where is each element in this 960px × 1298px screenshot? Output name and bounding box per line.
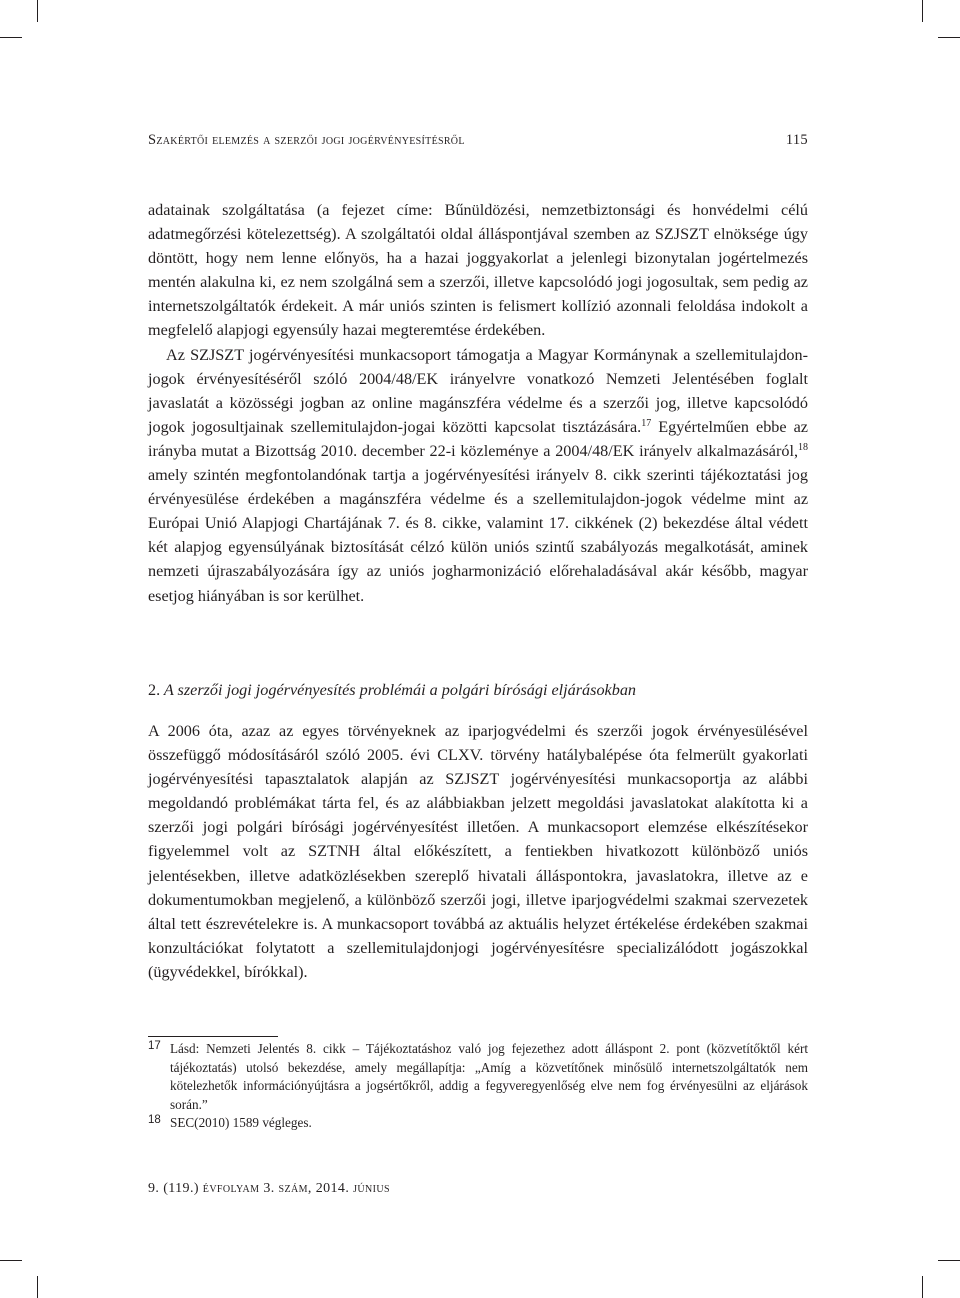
paragraph-continuation: adatainak szolgáltatása (a fejezet címe: Bűnüldözési, nemzetbiztonsági és honvédelmi célú adatmegőrzési kötelezettség). A szolgáltatói oldal álláspontjával szemben az SZJSZT elnöksége úgy döntött, hogy nem lenne előnyös, ha a hazai joggyakorlat a jelenlegi bizonytalan jogértelmezés mentén alakulna ki, ez nem szolgálná sem a szerzői, illetve kapcsolódó jogi jogosultak, sem pedig az internetszolgáltatók érdekeit. A már uniós szinten is felismert kollízió azonnali feloldása indokolt a megfelelő alapjogi egyensúly hazai megteremtése érdekében. <box>148 201 808 340</box>
section-title: A szerzői jogi jogérvényesítés problémái a polgári bírósági eljárásokban <box>163 681 637 699</box>
crop-mark-top-right <box>938 37 960 38</box>
paragraph-text-part: amely szintén megfontolandónak tartja a jogérvényesítési irányelv 8. cikk szerinti tájékoztatási jog érvényesülése érdekében a magánszféra védelme és a szellemitulajdon-jogok védelme mint az Európai Unió Alapjogi Chartájának 7. és 8. cikke, valamint 17. cikkének (2) bekezdése által védett két alapjog egyensúlyának biztosítását célzó külön uniós szintű szabályozás megalkotását, aminek nemzeti újraszabályozására így az uniós jogharmonizáció előrehaladásával akár később, magyar esetjog hiányában is sor kerülhet. <box>148 466 808 605</box>
footnote-18 <box>148 1114 808 1133</box>
section-paragraph: A 2006 óta, azaz az egyes törvényeknek az iparjogvédelmi és szerzői jogok érvényesülésével összefüggő módosításáról szóló 2005. évi CLXV. törvény hatálybalépése óta felmerült gyakorlati jogérvényesítési tapasztalatok alapján az SZJSZT jogérvényesítési munkacsoportja az alábbi megoldandó problémákat tárta fel, és az alábbiakban jelzett megoldási javaslatokat alakította ki a szerzői jogi polgári bírósági jogérvényesítést illetően. A munkacsoport elemzése elkészítésekor figyelemmel volt az SZTNH által előkészített, a fentiekben hivatkozott különböző uniós jelentésekben, illetve adatközlésekben szereplő hivatali álláspontokra, javaslatokra, illetve az e dokumentumokban megjelenő, a különböző szerzői jogi, illetve iparjogvédelmi szakmai szervezetek által tett észrevételekre is. A munkacsoport továbbá az aktuális helyzet értékelése érdekében szakmai konzultációkat folytatott a szellemitulajdonjogi jogérvényesítésre specializálódott jogászokkal (ügyvédekkel, bírókkal). <box>148 722 808 981</box>
crop-mark-bottom-left-vertical <box>37 1276 38 1298</box>
section-heading <box>148 678 808 702</box>
footnote-text: SEC(2010) 1589 végleges. <box>170 1115 312 1131</box>
footnote-text: Lásd: Nemzeti Jelentés 8. cikk – Tájékoztatáshoz való jog fejezethez adott álláspont 2. pont (közvetítőktől kért tájékoztatás) utolsó bekezdése, amely megállapítja: „Amíg a közvetítőnek minősülő internetszolgáltatók nem kötelezhetők információnyújtásra a jogsértőkről, addig a fegyveregyenlőség elve nem fog érvényesülni az eljárások során.” <box>170 1041 808 1112</box>
footnotes <box>148 1040 808 1133</box>
page-number: 115 <box>785 132 808 148</box>
section-number: 2. <box>148 681 161 699</box>
footnote-reference-17[interactable]: 17 <box>641 417 652 429</box>
footnote-reference-18[interactable]: 18 <box>798 441 808 453</box>
paragraph-text-part: Az SZJSZT jogérvényesítési munkacsoport támogatja a Magyar Kormánynak a szellemitulajdon-jogok érvényesítéséről szóló 2004/48/EK irányelvre vonatkozó Nemzeti Jelentésében foglalt javaslatát a közösségi jogban az online magánszféra védelme és a szerzői jog, illetve kapcsolódó jogok jogosultjainak szellemitulajdon-jogai közötti kapcsolat tisztázására. <box>148 345 808 436</box>
footnote-17 <box>148 1040 808 1114</box>
issue-footer: 9. (119.) évfolyam 3. szám, 2014. június <box>148 1181 390 1196</box>
body-text-top <box>148 198 808 608</box>
paragraph-szjszt-support <box>148 343 808 608</box>
crop-mark-top-left <box>0 37 22 38</box>
crop-mark-top-left-vertical <box>37 0 38 22</box>
crop-mark-bottom-left <box>0 1260 22 1261</box>
paragraph-text-part: Egyértelműen ebbe az irányba mutat a Bizottság 2010. december 22-i közleménye a 2004/48/EK irányelv alkalmazásáról, <box>148 417 808 460</box>
crop-mark-bottom-right-vertical <box>922 1276 923 1298</box>
running-head-title: Szakértői elemzés a szerzői jogi jogérvényesítésről <box>148 132 465 148</box>
footnote-number: 17 <box>148 1040 161 1052</box>
crop-mark-top-right-vertical <box>922 0 923 22</box>
footnote-number: 18 <box>148 1114 161 1127</box>
footnote-divider <box>148 1036 278 1037</box>
crop-mark-bottom-right <box>938 1260 960 1261</box>
running-head <box>148 132 808 154</box>
body-text-section <box>148 719 808 984</box>
